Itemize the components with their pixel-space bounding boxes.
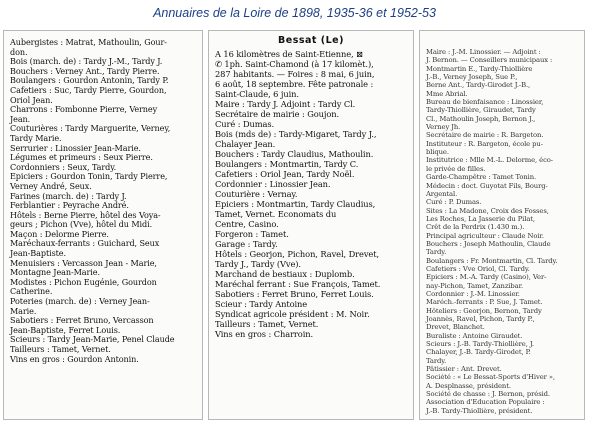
entry-line: Sabotiers : Ferret Bruno, Ferret Louis. [215,289,374,299]
entry-line: Tardy-Thiollière, Giraudet, Tardy [426,106,536,115]
entry-line: ✆ 1ph. Saint-Chamond (à 17 kilomèt.), [215,59,374,69]
entry-line: Boulangers : Fr. Montmartin, Cl. Tardy. [426,256,558,265]
annuaire-1935-column [208,30,414,420]
entry-line: Chalayer, J.-B. Tardy-Girodet, P. [426,348,531,357]
entry-line: Garage : Tardy. [215,239,278,249]
entry-line: J.-B. Tardy-Thiollière, président. [426,406,533,415]
entry-line: Buraliste : Antoine Giraudet. [426,331,523,340]
entry-line: Berne Ant., Tardy-Girodet J.-B., [426,81,531,90]
entry-line: 6 août, 18 septembre. Fête patronale : [215,79,374,89]
entry-line: Garde-Champêtre : Tamet Tonin. [426,173,537,182]
entry-line: Bureau de bienfaisance : Linossier, [426,98,544,107]
entry-line: Aubergistes : Matrat, Mathoulin, Gour- [10,37,167,47]
entry-line: Secrétaire de mairie : R. Bargeton. [426,131,544,140]
entry-line: Sabotiers : Ferret Bruno, Vercasson [10,315,154,326]
entry-line: Tailleurs : Tamet, Vernet. [215,319,319,329]
entry-line: Vins en gros : Gourdon Antonin. [10,353,139,364]
entry-line: Farines (march. de) : Tardy J. [10,190,127,201]
entry-line: Verney André, Seux. [10,180,92,191]
entry-line: Boulangers : Montmartin, Tardy C. [215,159,359,169]
entry-line: Maire : J.-M. Linossier. — Adjoint : [426,48,541,56]
entry-line: Mme Abrial. [426,89,468,98]
entry-line: Epiciers : M.-A. Tardy (Casino), Ver- [426,273,547,282]
annuaire-1898-column [3,30,203,420]
entry-line: Sites : La Madone, Croix des Fosses, [426,206,549,215]
entry-line: A. Desplnasse, président. [426,381,511,390]
entry-line: Secrétaire de mairie : Goujon. [215,109,340,119]
entry-line: Modistes : Pichon Eugénie, Gourdon [10,276,157,287]
entry-line: Hôtels : Berne Pierre, hôtel des Voya- [10,209,161,220]
entry-line: Tardy Marie. [10,132,62,143]
entry-line: blique. [426,148,449,157]
entry-line: Menuisiers : Vercasson Jean - Marie, [10,257,157,268]
entry-line: Centre, Casino. [215,219,279,229]
entry-line: Tailleurs : Tamet, Vernet. [10,344,111,354]
entry-line: Serrurier : Linossier Jean-Marie. [10,142,141,153]
entry-line: le privée de filles. [426,164,486,173]
entry-list [209,46,413,339]
entry-line: Tamet, Vernet. Economats du [215,209,337,219]
entry-line: Oriol Jean. [10,94,53,105]
entry-line: Tardy. [426,356,447,365]
entry-line: Tardy J., Tardy (Vve). [215,259,301,269]
entry-line: Maréch.-ferrants : P. Sue, J. Tamet. [426,298,543,307]
entry-line: Maréchal ferrant : Sue François, Tamet. [215,279,381,289]
entry-line: Verney Jh. [426,123,461,132]
entry-line: Crêt de la Perdrix (1.430 m.). [426,223,525,232]
entry-line: Médecin : doct. Guyotat Fils, Bourg- [426,181,548,190]
entry-line: Scieur : Tardy Antoine [215,299,308,309]
entry-line: Curé : Dumas. [215,119,275,129]
entry-line: Poteries (march. de) : Verney Jean- [10,296,150,307]
entry-line: Joannès, Ravel, Pichon, Tardy P., [426,315,535,323]
entry-line: Drevet, Blanchet. [426,323,485,332]
entry-line: Société : « Le Bessat-Sports d'Hiver », [426,373,555,382]
entry-line: Jean-Baptiste. [10,248,66,259]
entry-line: Hôtels : Georjon, Pichon, Ravel, Drevet, [215,249,379,259]
entry-line: Ferblantier : Peyrache André. [10,200,129,211]
entry-line: Vins en gros : Charroin. [215,329,314,339]
entry-line: Cafetiers : Suc, Tardy Pierre, Gourdon, [10,84,167,95]
entry-line: Maçon : Delorme Pierre. [10,228,109,239]
annuaire-1952-column [419,30,585,420]
entry-line: Syndicat agricole président : M. Noir. [215,309,370,319]
entry-line: Pâtissier : Ant. Drevet. [426,365,502,374]
entry-line: Scieurs : Tardy Jean-Marie, Penel Claude [10,334,175,345]
entry-line: J. Bernon. — Conseillers municipaux : [426,56,553,65]
entry-line: 287 habitants. — Foires : 8 mai, 6 juin, [215,69,375,79]
entry-line: Bouchers : Tardy Claudius, Mathoulin. [215,149,374,159]
entry-line: Boulangers : Gourdon Antonin, Tardy P. [10,75,169,86]
entry-line: Catherine. [10,286,53,297]
entry-line: Argental. [426,189,458,198]
entry-line: Marie. [10,305,37,316]
entry-line: Cordonnier : J.-M. Linossier. [426,289,520,298]
entry-line: Montagne Jean-Marie. [10,267,100,278]
entry-line: Bouchers : Joseph Mathoulin, Claude [426,239,551,248]
entry-line: Cordonniers : Seux, Tardy. [10,161,117,172]
entry-line: Cafetiers : Oriol Jean, Tardy Noël. [215,169,355,179]
entry-line: Bouchers : Verney Ant., Tardy Pierre. [10,65,160,76]
entry-line: Principal agriculteur : Claude Noir. [426,231,544,240]
entry-line: Chalayer Jean. [215,139,276,149]
entry-line: nay-Pichon, Tamet, Zanzibar. [426,281,524,290]
entry-line: Cafetiers : Vve Oriol, Cl. Tardy. [426,264,530,273]
entry-line: Instituteur : R. Bargeton, école pu- [426,139,543,148]
entry-line: Curé : P. Dumas. [426,198,482,207]
entry-line: Cl., Mathoulin Joseph, Bernon J., [426,114,536,123]
entry-line: Les Roches, La Jasserie du Pilat, [426,214,535,223]
entry-line: Epiciers : Gourdon Tonin, Tardy Pierre, [10,171,168,182]
entry-line: Tardy. [426,248,447,257]
entry-line: Jean. [10,113,31,124]
entry-line: Maréchaux-ferrants : Guichard, Seux [10,238,160,249]
entry-list [420,31,584,415]
entry-line: Maire : Tardy J. Adjoint : Tardy Cl. [215,99,356,109]
commune-heading: Bessat (Le) [278,35,344,46]
entry-line: J.-B., Verney Joseph, Sue P., [426,73,518,82]
entry-line: Légumes et primeurs : Seux Pierre. [10,152,153,163]
entry-line: don. [10,46,28,57]
entry-line: Association d'Education Populaire : [426,398,545,407]
entry-line: Hôteliers : Georjon, Bernon, Tardy [426,306,542,315]
entry-line: Marchand de bestiaux : Duplomb. [215,269,355,279]
entry-line: A 16 kilomètres de Saint-Etienne, ⊠ [215,49,363,59]
entry-line: Charrons : Fombonne Pierre, Verney [10,104,158,115]
entry-line: Couturière : Vernay. [215,189,298,199]
entry-list [4,31,202,364]
entry-line: Scieurs : J.-B. Tardy-Thiollière, J. [426,340,534,349]
entry-line: geurs ; Pichon (Vve), hôtel du Midi. [10,219,153,230]
entry-line: Saint-Claude, 6 juin. [215,89,299,99]
entry-line: Institutrice : Mlle M.-L. Delorme, éco- [426,156,553,165]
entry-line: Forgeron : Tamet. [215,229,289,239]
entry-line: Cordonnier : Linossier Jean. [215,179,331,189]
entry-line: Jean-Baptiste, Ferret Louis. [10,324,121,335]
entry-line: Bois (mds de) : Tardy-Migaret, Tardy J., [215,129,377,139]
entry-line: Société de chasse : J. Bernon, présid. [426,390,550,399]
entry-line: Bois (march. de) : Tardy J.-M., Tardy J. [10,56,163,67]
entry-line: Couturières : Tardy Marguerite, Verney, [10,123,171,134]
page-title: Annuaires de la Loire de 1898, 1935-36 et 1952-53 [153,6,436,20]
entry-line: Epiciers : Montmartin, Tardy Claudius, [215,199,376,209]
entry-line: Montmartin E., Tardy-Thiollière [426,64,533,73]
